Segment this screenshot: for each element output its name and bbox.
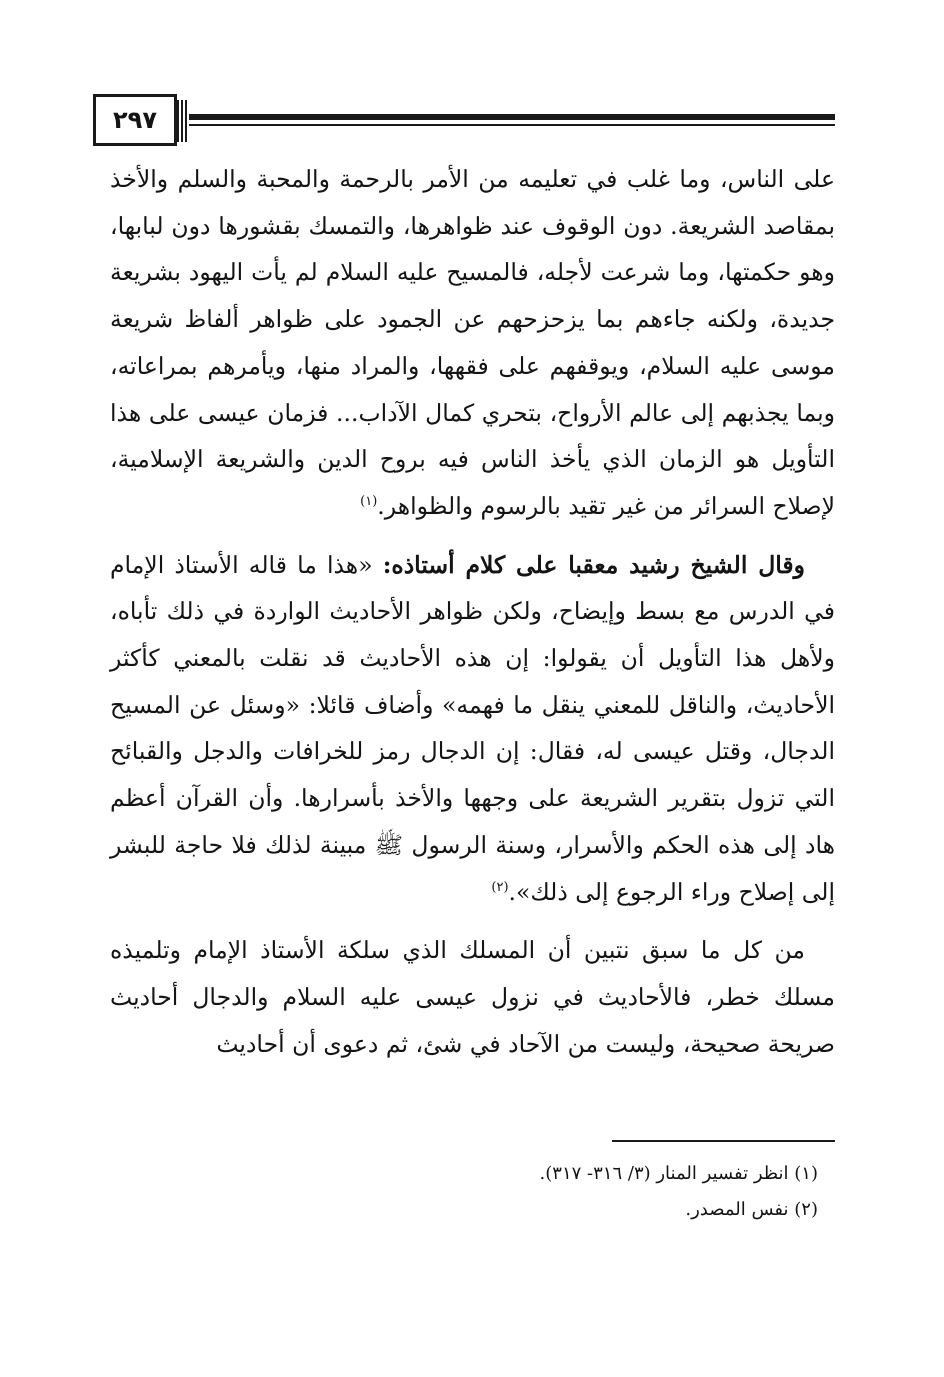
paragraph-2-text: «هذا ما قاله الأستاذ الإمام في الدرس مع بسط وإيضاح، ولكن ظواهر الأحاديث الواردة في ذلك تأباه، ولأهل هذا التأويل أن يقولوا: إن هذه الأحاديث قد نقلت بالمعني كأكثر الأحاديث، والناقل للمعني ينقل ما فهمه» وأضاف قائلا: «وسئل عن المسيح الدجال، وقتل عيسى له، فقال: إن الدجال رمز للخرافات والدجل والقبائح التي تزول بتقرير الشريعة على وجهها والأخذ بأسرارها. وأن القرآن أعظم هاد إلى هذه الحكم والأسرار، وسنة الرسول ﷺ مبينة لذلك فلا حاجة للبشر إلى إصلاح وراء الرجوع إلى ذلك». — [110, 550, 835, 906]
paragraph-3-text: من كل ما سبق نتبين أن المسلك الذي سلكة الأستاذ الإمام وتلميذه مسلك خطر، فالأحاديث في نزول عيسى عليه السلام والدجال أحاديث صريحة صحيحة، وليست من الآحاد في شئ، ثم دعوى أن أحاديث — [110, 936, 835, 1058]
footnote-2: (٢) نفس المصدر. — [685, 1199, 818, 1220]
footnote-1: (١) انظر تفسير المنار (٣/ ٣١٦- ٣١٧). — [539, 1163, 818, 1184]
body-text — [110, 156, 835, 1067]
paragraph-1 — [110, 156, 835, 530]
paragraph-1-text: على الناس، وما غلب في تعليمه من الأمر بالرحمة والمحبة والسلم والأخذ بمقاصد الشريعة. دون الوقوف عند ظواهرها، والتمسك بقشورها دون لبابها، وهو حكمتها، وما شرعت لأجله، فالمسيح عليه السلام لم يأت اليهود بشريعة جديدة، ولكنه جاءهم بما يزحزحهم عن الجمود على ظواهر ألفاظ شريعة موسى عليه السلام، ويوقفهم على فقهها، والمراد منها، ويأمرهم بمراعاته، وبما يجذبهم إلى عالم الأرواح، بتحري كمال الآداب... فزمان عيسى على هذا التأويل هو الزمان الذي يأخذ الناس فيه بروح الدين والشريعة الإسلامية، لإصلاح السرائر من غير تقيد بالرسوم والظواهر. — [110, 165, 835, 520]
header-ornament — [177, 100, 189, 142]
header-rule-thick — [189, 114, 835, 120]
paragraph-3 — [110, 927, 835, 1067]
paragraph-2-lead: وقال الشيخ رشيد معقبا على كلام أستاذه: — [382, 550, 806, 579]
paragraph-2 — [110, 542, 835, 916]
page-number: ٢٩٧ — [93, 94, 177, 146]
footnote-ref-2: (٢) — [491, 879, 509, 895]
footnotes — [500, 1156, 818, 1228]
header-rule-thin — [189, 124, 835, 126]
page-header — [93, 94, 835, 150]
footnote-ref-1: (١) — [360, 493, 378, 509]
footnote-divider — [612, 1140, 835, 1142]
